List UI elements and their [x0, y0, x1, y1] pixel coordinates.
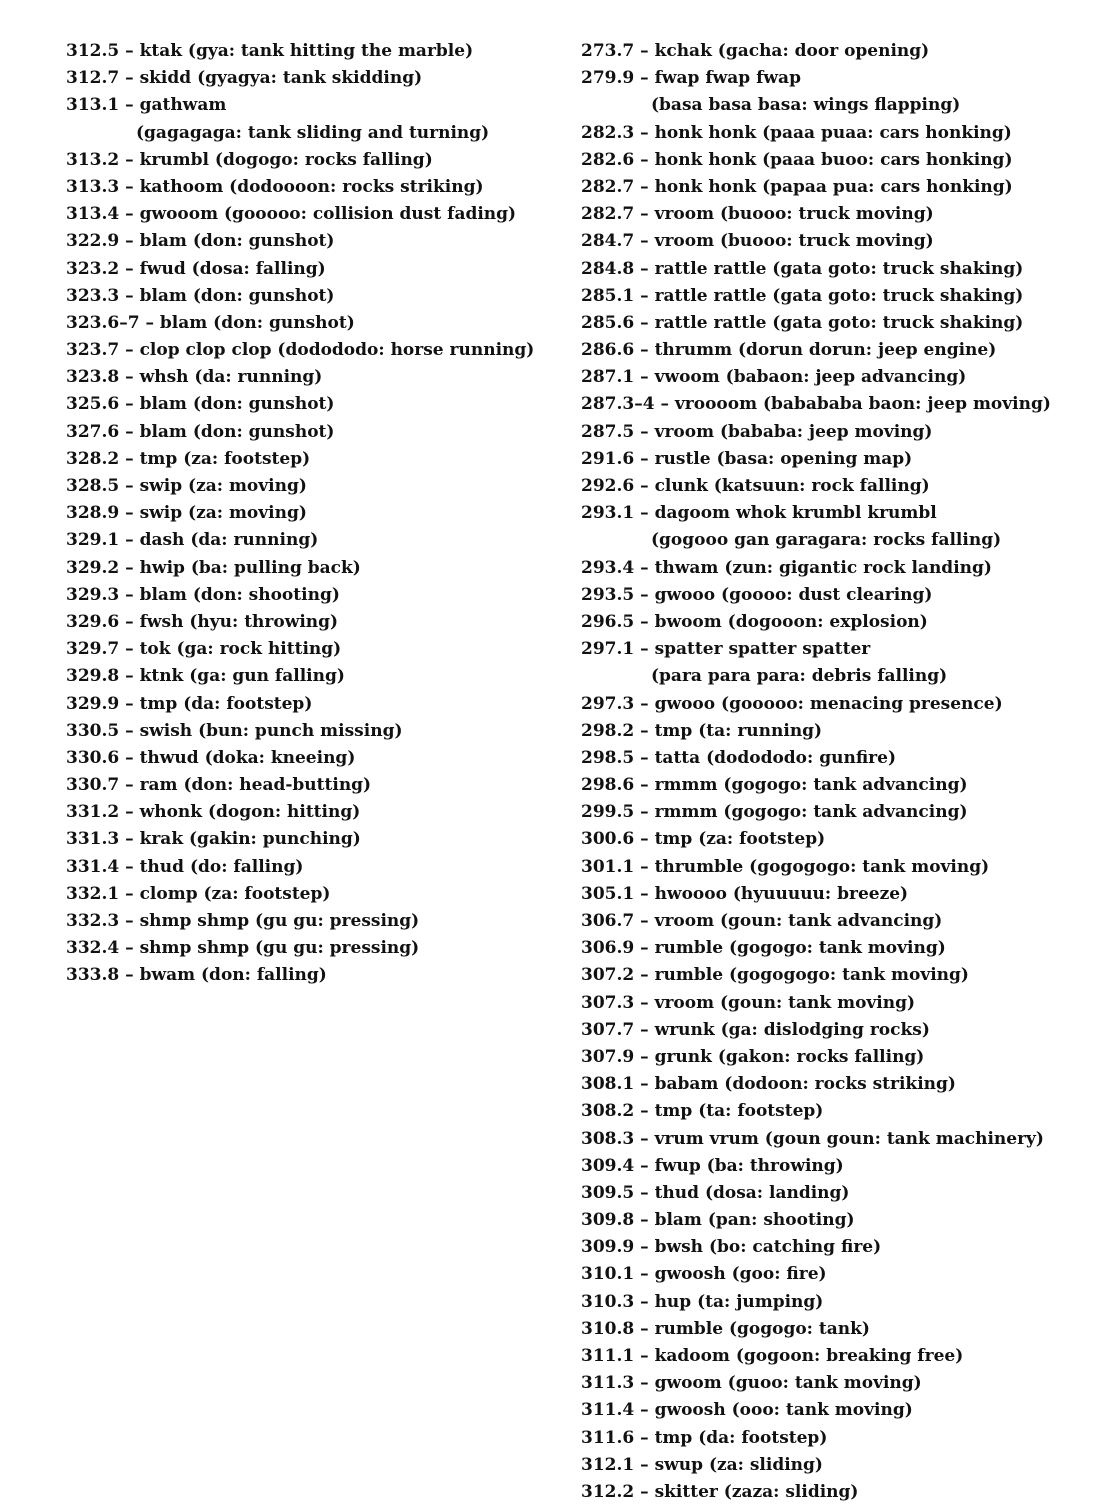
entry-continuation-line: (basa basa basa: wings flapping) [651, 95, 961, 116]
entry-continuation-line: (gagagaga: tank sliding and turning) [136, 122, 490, 143]
entry-line: 332.4 – shmp shmp (gu gu: pressing) [66, 938, 420, 959]
entry-line: 329.6 – fwsh (hyu: throwing) [66, 611, 339, 632]
sound-effect-entry [581, 256, 1086, 283]
entry-line: 310.8 – rumble (gogogo: tank) [581, 1318, 870, 1339]
sound-effect-entry [66, 310, 566, 337]
entry-line: 299.5 – rmmm (gogogo: tank advancing) [581, 802, 968, 823]
sound-effect-entry [66, 962, 566, 989]
sound-effect-entry [581, 1044, 1086, 1071]
sound-effect-entry [581, 609, 1086, 636]
sound-effect-entry [581, 201, 1086, 228]
sound-effect-entry [581, 174, 1086, 201]
entry-line: 308.1 – babam (dodoon: rocks striking) [581, 1074, 956, 1095]
sound-effect-entry [581, 120, 1086, 147]
entry-line: 309.4 – fwup (ba: throwing) [581, 1155, 844, 1176]
sound-effect-entry [66, 935, 566, 962]
entry-line: 286.6 – thrumm (dorun dorun: jeep engine) [581, 340, 997, 361]
sound-effect-entry [66, 65, 566, 92]
sound-effect-entry [581, 473, 1086, 500]
entry-line: 285.6 – rattle rattle (gata goto: truck shaking) [581, 312, 1024, 333]
sound-effect-entry [581, 908, 1086, 935]
entry-line: 333.8 – bwam (don: falling) [66, 965, 327, 986]
sound-effect-entry [581, 691, 1086, 718]
sound-effect-entry [581, 500, 1086, 554]
sound-effect-entry [581, 228, 1086, 255]
entry-line: 331.3 – krak (gakin: punching) [66, 829, 361, 850]
left-column [66, 38, 566, 990]
sound-effect-entry [66, 228, 566, 255]
sound-effect-entry [581, 1479, 1086, 1506]
entry-line: 287.3–4 – vroooom (babababa baon: jeep moving) [581, 394, 1051, 415]
entry-line: 301.1 – thrumble (gogogogo: tank moving) [581, 856, 990, 877]
entry-line: 311.1 – kadoom (gogoon: breaking free) [581, 1346, 964, 1366]
sound-effect-entry [581, 854, 1086, 881]
sound-effect-entry [66, 500, 566, 527]
entry-line: 308.3 – vrum vrum (goun goun: tank machinery) [581, 1128, 1044, 1149]
entry-continuation-line: (gogooo gan garagara: rocks falling) [651, 530, 1002, 551]
sound-effect-entry [581, 1180, 1086, 1207]
entry-line: 310.3 – hup (ta: jumping) [581, 1291, 824, 1312]
entry-line: 279.9 – fwap fwap fwap [581, 68, 801, 89]
sound-effect-entry [66, 826, 566, 853]
sound-effect-entry [581, 935, 1086, 962]
entry-line: 330.6 – thwud (doka: kneeing) [66, 747, 356, 768]
entry-line: 312.5 – ktak (gya: tank hitting the marble) [66, 41, 474, 61]
entry-line: 313.1 – gathwam [66, 95, 227, 116]
entry-line: 291.6 – rustle (basa: opening map) [581, 448, 913, 469]
sound-effect-entry [66, 691, 566, 718]
sound-effect-entry [66, 337, 566, 364]
sound-effect-entry [581, 1234, 1086, 1261]
entry-line: 311.3 – gwoom (guoo: tank moving) [581, 1373, 922, 1394]
sound-effect-entry [581, 147, 1086, 174]
entry-line: 284.8 – rattle rattle (gata goto: truck shaking) [581, 258, 1024, 279]
entry-line: 307.9 – grunk (gakon: rocks falling) [581, 1046, 925, 1067]
sound-effect-entry [581, 1289, 1086, 1316]
sound-effect-entry [66, 908, 566, 935]
entry-line: 329.3 – blam (don: shooting) [66, 584, 340, 605]
sound-effect-entry [66, 527, 566, 554]
entry-line: 293.4 – thwam (zun: gigantic rock landing) [581, 557, 992, 578]
entry-line: 329.1 – dash (da: running) [66, 530, 319, 551]
entry-line: 308.2 – tmp (ta: footstep) [581, 1101, 824, 1122]
sound-effect-entry [581, 718, 1086, 745]
entry-line: 323.6–7 – blam (don: gunshot) [66, 312, 355, 333]
entry-line: 310.1 – gwoosh (goo: fire) [581, 1264, 827, 1285]
entry-line: 287.1 – vwoom (babaon: jeep advancing) [581, 367, 967, 388]
entry-line: 306.7 – vroom (goun: tank advancing) [581, 911, 943, 931]
entry-line: 330.7 – ram (don: head-butting) [66, 775, 372, 796]
entry-line: 309.8 – blam (pan: shooting) [581, 1210, 855, 1231]
sound-effect-entry [581, 446, 1086, 473]
sound-effect-entry [66, 745, 566, 772]
sound-effect-entry [66, 609, 566, 636]
entry-line: 282.7 – vroom (buooo: truck moving) [581, 204, 934, 225]
sound-effect-entry [66, 636, 566, 663]
sound-effect-entry [66, 718, 566, 745]
entry-line: 298.2 – tmp (ta: running) [581, 720, 823, 741]
entry-line: 307.7 – wrunk (ga: dislodging rocks) [581, 1019, 930, 1040]
sound-effect-entry [66, 92, 566, 146]
entry-line: 322.9 – blam (don: gunshot) [66, 231, 335, 252]
entry-line: 297.1 – spatter spatter spatter [581, 639, 871, 660]
sound-effect-entry [581, 65, 1086, 119]
entry-line: 311.4 – gwoosh (ooo: tank moving) [581, 1400, 913, 1421]
entry-line: 313.2 – krumbl (dogogo: rocks falling) [66, 149, 433, 170]
entry-line: 313.4 – gwooom (gooooo: collision dust fading) [66, 204, 517, 225]
sound-effect-entry [581, 1098, 1086, 1125]
entry-line: 332.1 – clomp (za: footstep) [66, 883, 331, 904]
entry-line: 330.5 – swish (bun: punch missing) [66, 720, 403, 741]
sound-effect-entry [581, 881, 1086, 908]
sound-effect-entry [581, 337, 1086, 364]
sound-effect-entry [66, 283, 566, 310]
sound-effect-entry [581, 1316, 1086, 1343]
sound-effect-entry [581, 772, 1086, 799]
sound-effect-entry [581, 283, 1086, 310]
sound-effect-entry [66, 419, 566, 446]
entry-line: 331.2 – whonk (dogon: hitting) [66, 802, 361, 823]
entry-line: 312.7 – skidd (gyagya: tank skidding) [66, 68, 423, 89]
sound-effect-entry [581, 1343, 1086, 1370]
entry-line: 323.7 – clop clop clop (dodododo: horse running) [66, 340, 535, 361]
entry-line: 305.1 – hwoooo (hyuuuuu: breeze) [581, 883, 909, 904]
sound-effect-entry [66, 446, 566, 473]
sound-effect-entry [581, 962, 1086, 989]
sound-effect-entry [66, 201, 566, 228]
entry-line: 306.9 – rumble (gogogo: tank moving) [581, 938, 946, 959]
entry-line: 307.3 – vroom (goun: tank moving) [581, 992, 916, 1013]
entry-line: 323.2 – fwud (dosa: falling) [66, 258, 326, 279]
sound-effect-entry [66, 174, 566, 201]
entry-line: 325.6 – blam (don: gunshot) [66, 394, 335, 415]
entry-line: 332.3 – shmp shmp (gu gu: pressing) [66, 911, 420, 931]
entry-line: 327.6 – blam (don: gunshot) [66, 421, 335, 442]
entry-line: 329.8 – ktnk (ga: gun falling) [66, 666, 345, 687]
entry-line: 329.7 – tok (ga: rock hitting) [66, 639, 342, 660]
entry-line: 312.2 – skitter (zaza: sliding) [581, 1481, 859, 1502]
sound-effect-entry [66, 147, 566, 174]
sound-effect-entry [581, 1207, 1086, 1234]
entry-line: 284.7 – vroom (buooo: truck moving) [581, 231, 934, 252]
sound-effect-entry [66, 555, 566, 582]
entry-line: 309.9 – bwsh (bo: catching fire) [581, 1237, 882, 1258]
sound-effect-entry [66, 799, 566, 826]
sound-effect-entry [581, 745, 1086, 772]
right-column [581, 38, 1086, 1506]
entry-line: 282.7 – honk honk (papaa pua: cars honking) [581, 176, 1013, 197]
sound-effect-entry [66, 663, 566, 690]
sound-effect-entry [581, 38, 1086, 65]
entry-line: 285.1 – rattle rattle (gata goto: truck shaking) [581, 285, 1024, 306]
entry-continuation-line: (para para para: debris falling) [651, 666, 948, 687]
sound-effect-entry [581, 555, 1086, 582]
entry-line: 282.3 – honk honk (paaa puaa: cars honking) [581, 122, 1012, 143]
sound-effect-entry [581, 1071, 1086, 1098]
entry-line: 323.3 – blam (don: gunshot) [66, 285, 335, 306]
sound-effect-entry [66, 256, 566, 283]
sound-effect-entry [581, 391, 1086, 418]
entry-line: 311.6 – tmp (da: footstep) [581, 1427, 828, 1448]
entry-line: 323.8 – whsh (da: running) [66, 367, 323, 388]
entry-line: 328.9 – swip (za: moving) [66, 503, 307, 524]
entry-line: 312.1 – swup (za: sliding) [581, 1454, 823, 1475]
entry-line: 287.5 – vroom (bababa: jeep moving) [581, 421, 933, 442]
sound-effect-entry [66, 364, 566, 391]
sound-effect-entry [581, 990, 1086, 1017]
entry-line: 329.2 – hwip (ba: pulling back) [66, 557, 361, 578]
sound-effect-entry [581, 799, 1086, 826]
entry-line: 309.5 – thud (dosa: landing) [581, 1182, 850, 1203]
entry-line: 273.7 – kchak (gacha: door opening) [581, 41, 930, 61]
entry-line: 282.6 – honk honk (paaa buoo: cars honking) [581, 149, 1013, 170]
sound-effect-entry [66, 881, 566, 908]
sound-effect-entry [66, 854, 566, 881]
entry-line: 298.6 – rmmm (gogogo: tank advancing) [581, 775, 968, 796]
sound-effect-entry [581, 636, 1086, 690]
sound-effect-entry [581, 1153, 1086, 1180]
entry-line: 331.4 – thud (do: falling) [66, 856, 304, 877]
entry-line: 292.6 – clunk (katsuun: rock falling) [581, 476, 930, 496]
sound-effect-entry [581, 1397, 1086, 1424]
entry-line: 307.2 – rumble (gogogogo: tank moving) [581, 965, 969, 986]
entry-line: 328.5 – swip (za: moving) [66, 476, 307, 496]
sound-effect-entry [66, 391, 566, 418]
sound-effect-entry [66, 473, 566, 500]
entry-line: 293.1 – dagoom whok krumbl krumbl [581, 503, 937, 524]
sound-effect-entry [581, 1452, 1086, 1479]
sound-effect-entry [581, 1261, 1086, 1288]
sound-effect-entry [581, 364, 1086, 391]
sound-effect-entry [66, 582, 566, 609]
entry-line: 300.6 – tmp (za: footstep) [581, 829, 826, 850]
sound-effect-entry [581, 1425, 1086, 1452]
sound-effect-entry [581, 419, 1086, 446]
entry-line: 293.5 – gwooo (goooo: dust clearing) [581, 584, 933, 605]
sound-effect-entry [581, 582, 1086, 609]
entry-line: 296.5 – bwoom (dogooon: explosion) [581, 611, 928, 632]
sound-effect-entry [66, 38, 566, 65]
sound-effect-entry [581, 1017, 1086, 1044]
entry-line: 297.3 – gwooo (gooooo: menacing presence) [581, 693, 1003, 714]
entry-line: 328.2 – tmp (za: footstep) [66, 448, 311, 469]
sound-effect-entry [581, 826, 1086, 853]
sound-effect-entry [66, 772, 566, 799]
sound-effect-entry [581, 1370, 1086, 1397]
sound-effect-entry [581, 1126, 1086, 1153]
entry-line: 298.5 – tatta (dodododo: gunfire) [581, 747, 896, 768]
sound-effect-entry [581, 310, 1086, 337]
entry-line: 313.3 – kathoom (dodoooon: rocks striking) [66, 176, 484, 197]
entry-line: 329.9 – tmp (da: footstep) [66, 693, 313, 714]
